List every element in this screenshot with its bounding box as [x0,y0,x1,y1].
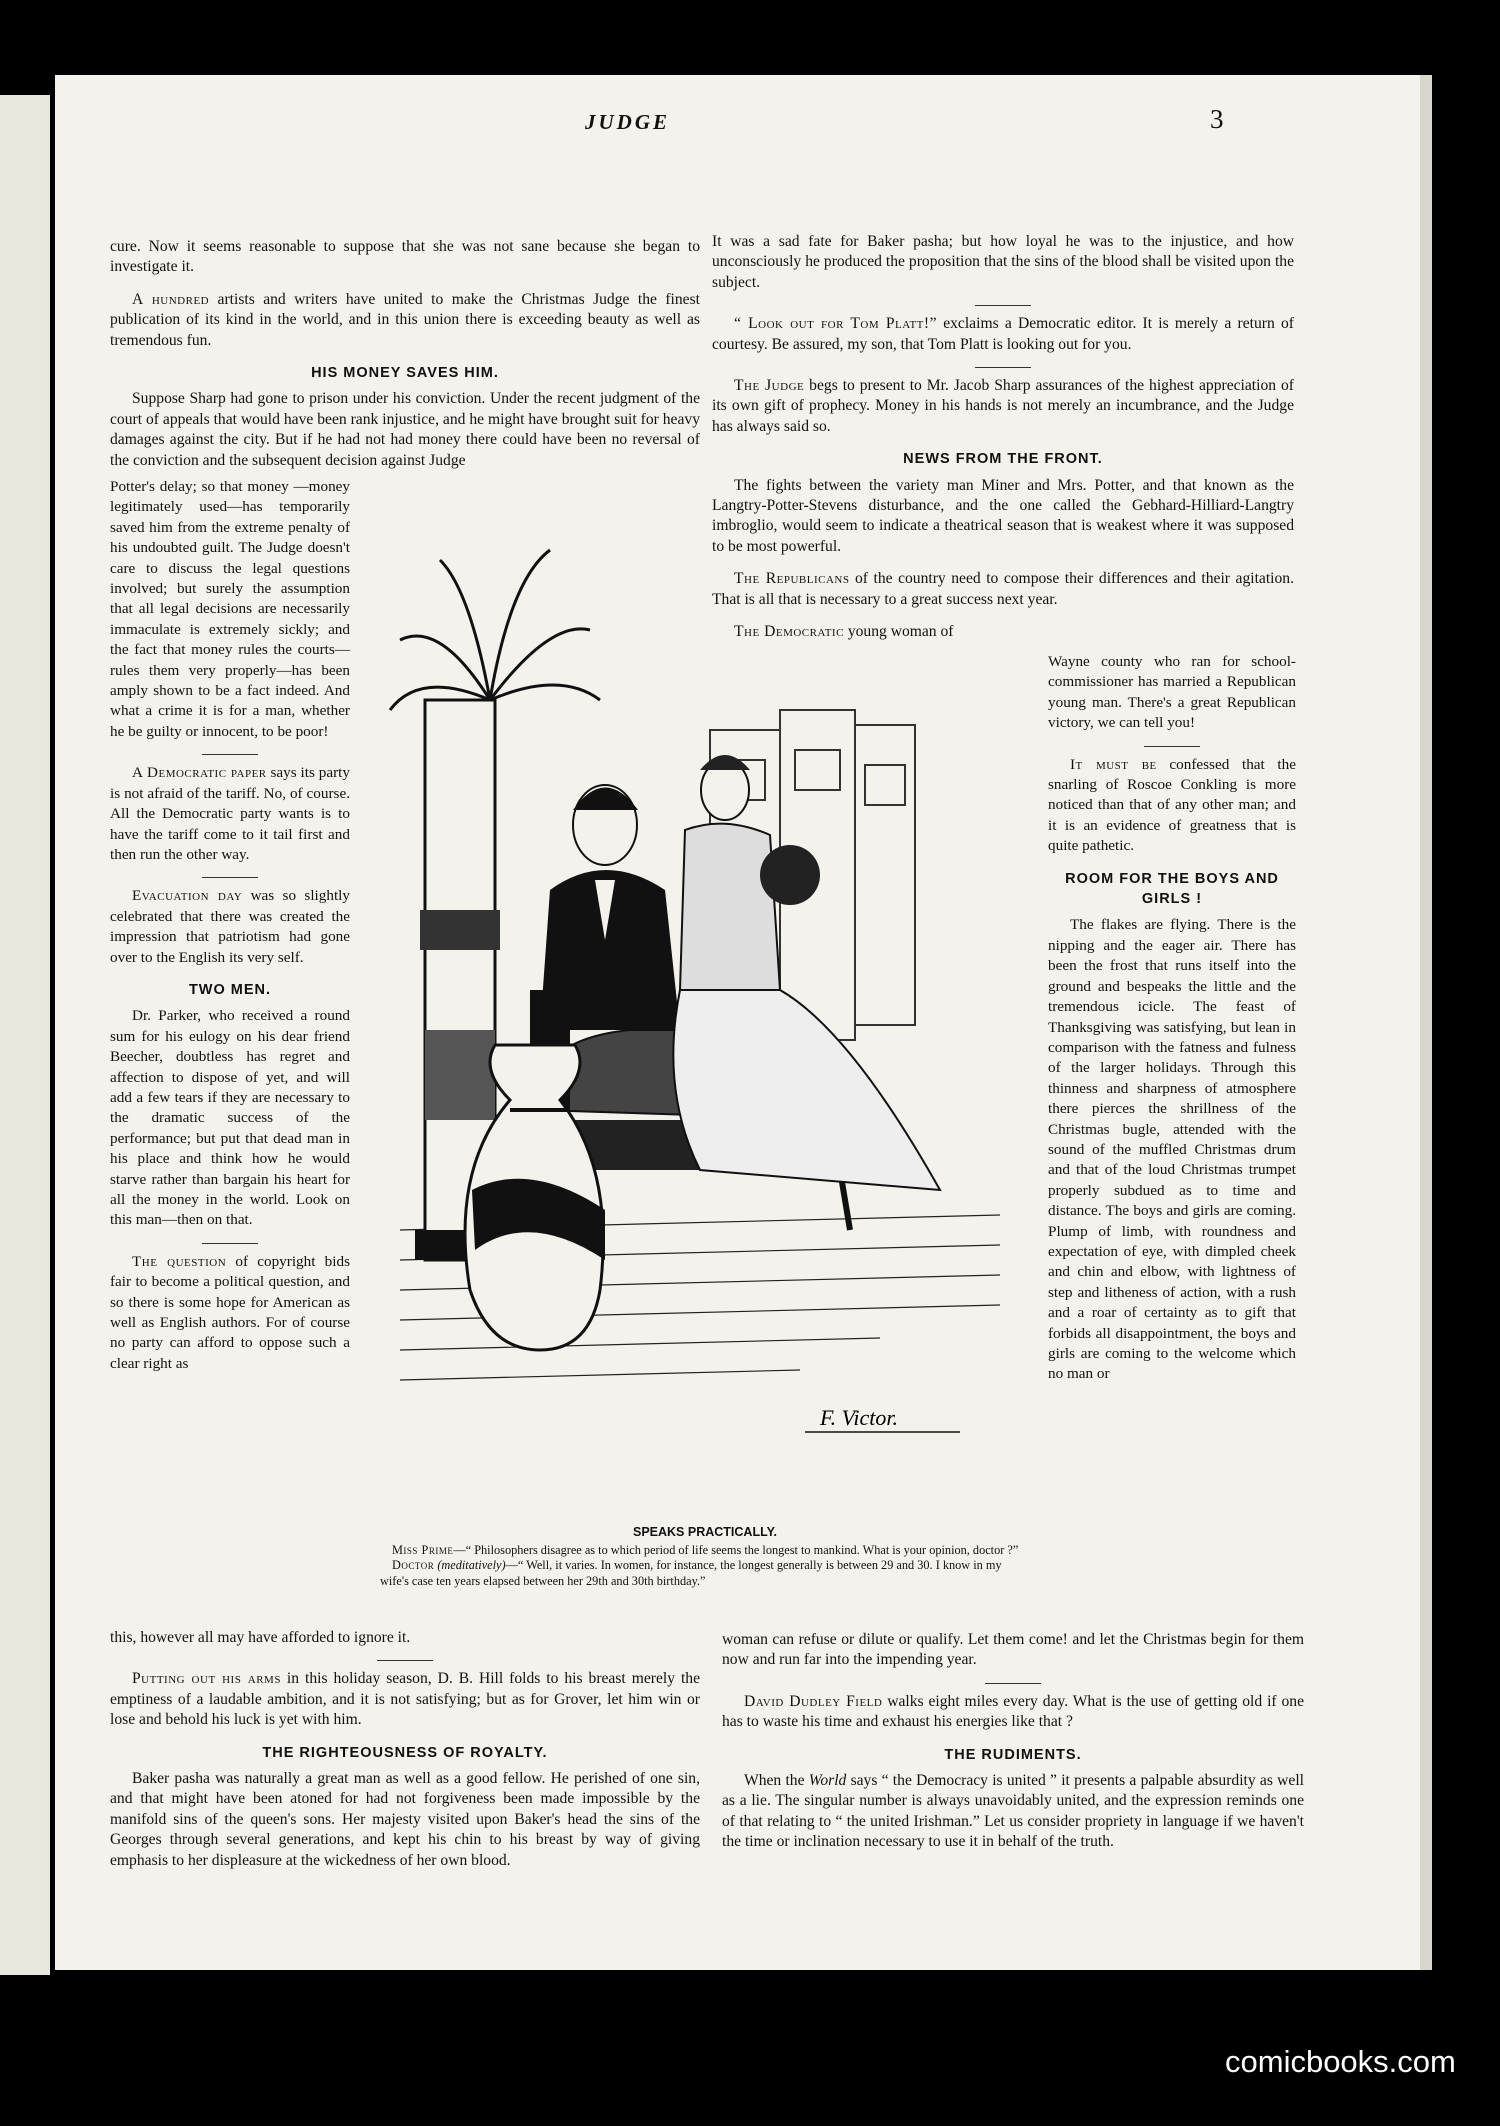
paragraph: cure. Now it seems reasonable to suppose that she was not sane because she began to investigate it. [110,238,700,276]
paragraph: “ Look out for Tom Platt!” exclaims a Democratic editor. It is merely a return of courtesy. Be assured, my son, that Tom Platt is looking out for you. [712,315,1294,353]
paragraph: The Judge begs to present to Mr. Jacob Sharp assurances of the highest appreciation of its own gift of prophecy. Money in his hands is not merely an incumbrance, and the Judge has always said so. [712,377,1294,435]
divider [985,1683,1041,1684]
paragraph: this, however all may have afforded to ignore it. [110,1629,411,1646]
illustration [380,470,1012,1465]
illustration-caption [380,1525,1030,1589]
paragraph: It must be confessed that the snarling of Roscoe Conkling is more noticed than that of any other man; and it is an evidence of greatness that is quite pathetic. [1048,755,1296,855]
paragraph: The flakes are flying. There is the nipping and the eager air. There has been the frost that runs itself into the ground and bespeaks the little and the tremendous icicle. The feast of Thanksgiving was satisfying, but lean in comparison with the fatness and fulness of the larger holidays. Through this thinness and sharpness of atmosphere there pierces the shrillness of the Christmas bugle, attended with the sound of the muffled Christmas drum and that of the loud Christmas trumpet properly subdued as to time and distance. The boys and girls are coming. Plump of limb, with roundness and expectation of eye, with dimpled cheek and chin and elbow, with lightness of step and litheness of action, with a rush and a roar of certainty as to gift that forbids all disappointment, the boys and girls are coming to the welcome which no man or [1048,916,1296,1383]
watermark: comicbooks.com [1225,2044,1456,2079]
paragraph: Wayne county who ran for school-commissioner has married a Republican young man. There's a great Republican victory, we can tell you! [1048,653,1296,732]
divider [377,1660,433,1661]
paragraph: David Dudley Field walks eight miles every day. What is the use of getting old if one has to waste his time and exhaust his energies like that ? [722,1692,1304,1731]
paragraph: The Democratic young woman of [734,623,954,641]
caption-title: SPEAKS PRACTICALLY. [632,1525,777,1539]
section-heading: THE RIGHTEOUSNESS OF ROYALTY. [262,1744,548,1761]
right-column-bottom [722,1630,1304,1865]
left-column-top [110,237,700,483]
page-number: 3 [1210,104,1224,134]
left-column-narrow [110,477,350,1386]
divider [202,1243,258,1244]
divider [202,877,258,878]
paragraph: Putting out his arms in this holiday season, D. B. Hill folds to his breast merely the emptiness of a laudable ambition, and it is not satisfying; but as for Grover, let him win or lose and behold his luck is yet with him. [110,1670,700,1729]
seated-woman [673,755,940,1190]
divider [1144,746,1200,747]
section-heading: TWO MEN. [188,981,272,998]
paragraph: It was a sad fate for Baker pasha; but how loyal he was to the injustice, and how unconsciously he produced the proposition that the sins of the blood shall be visited upon the subject. [712,233,1294,291]
paragraph: Suppose Sharp had gone to prison under his conviction. Under the recent judgment of the court of appeals that would have been rank injustice, and he might have brought suit for heavy damages against the city. But if he had not had money there could have been no reversal of the conviction and the subsequent decision against Judge [110,390,700,469]
paragraph: A hundred artists and writers have united to make the Christmas Judge the finest publication of its kind in the world, and in this union there is exceeding beauty as well as tremendous fun. [110,290,700,349]
section-heading: NEWS FROM THE FRONT. [903,451,1103,468]
divider [975,305,1031,306]
divider [202,754,258,755]
right-column-narrow [1048,652,1296,1397]
artist-signature: F. Victor. [820,1405,899,1430]
section-heading: THE RUDIMENTS. [944,1746,1082,1763]
paragraph: woman can refuse or dilute or qualify. Let them come! and let the Christmas begin for them now and run far into the impending year. [722,1631,1304,1669]
section-heading: ROOM FOR THE BOYS AND GIRLS ! [1065,870,1279,908]
previous-page-edge [0,95,50,1975]
page-edge-shadow [1420,75,1432,1970]
paragraph: Potter's delay; so that money —money legitimately used—has temporarily saved him from the extreme penalty of his undoubted guilt. The Judge doesn't care to discuss the legal questions involved; but surely the assumption that all legal decisions are necessarily immaculate is extremely sickly; and the fact that money rules the courts—rules them very properly—has been amply shown to be a fact indeed. And what a crime it is for a man, whether he be guilty or innocent, to be poor! [110,478,350,740]
running-title: JUDGE [585,110,671,134]
paragraph: When the World says “ the Democracy is united ” it presents a palpable absurdity as well as a lie. The singular number is always unavoidably united, and the expression reminds one of that relating to “ the united Irishman.” Let us consider propriety in language if we haven't the time or inclination necessary to use it in behalf of the truth. [722,1772,1304,1851]
section-heading: HIS MONEY SAVES HIM. [311,365,499,382]
paragraph: Evacuation day was so slightly celebrated that there was created the impression that patriotism had gone over to the English its very self. [110,887,350,966]
caption-line: Doctor (meditatively)—“ Well, it varies. In women, for instance, the longest generally is between 29 and 30. I know in my wife's case ten years elapsed between her 29th and 30th birthday.” [380,1558,1002,1588]
left-column-bottom [110,1628,700,1883]
paragraph: A Democratic paper says its party is not afraid of the tariff. No, of course. All the Democratic party wants is to have the tariff come to it tail first and then run the other way. [110,764,350,863]
palm-plant [390,550,600,710]
paragraph: Baker pasha was naturally a great man as well as a good fellow. He perished of one sin, and that might have been atoned for had not forgiveness been made impossible by the manifold sins of the queen's sons. Her majesty visited upon Baker's head the sins of the Georges through several generations, and kept his chin to his breast by way of giving emphasis to her displeasure at the wickedness of her own blood. [110,1770,700,1869]
divider [975,367,1031,368]
paragraph: Dr. Parker, who received a round sum for his eulogy on his dear friend Beecher, doubtless has regret and affection to dispose of yet, and will add a few tears if they are necessary to the dramatic success of the performance; but put that dead man in his place and think how he would starve rather than bargain his heart for all the money in the world. Look on this man—then on that. [110,1007,350,1229]
paragraph: The fights between the variety man Miner and Mrs. Potter, and that known as the Langtry-Potter-Stevens disturbance, and the one called the Gebhard-Hilliard-Langtry imbroglio, would seem to indicate a theatrical season that is weakest where it was supposed to be most powerful. [712,476,1294,555]
paragraph: The question of copyright bids fair to become a political question, and so there is some hope for American as well as English authors. For of course no party can afford to oppose such a clear right as [110,1252,350,1372]
caption-line: Miss Prime—“ Philosophers disagree as to which period of life seems the longest to mankind. What is your opinion, doctor ?” [392,1542,1019,1557]
paragraph: The Republicans of the country need to compose their differences and their agitation. That is all that is necessary to a great success next year. [712,570,1294,608]
